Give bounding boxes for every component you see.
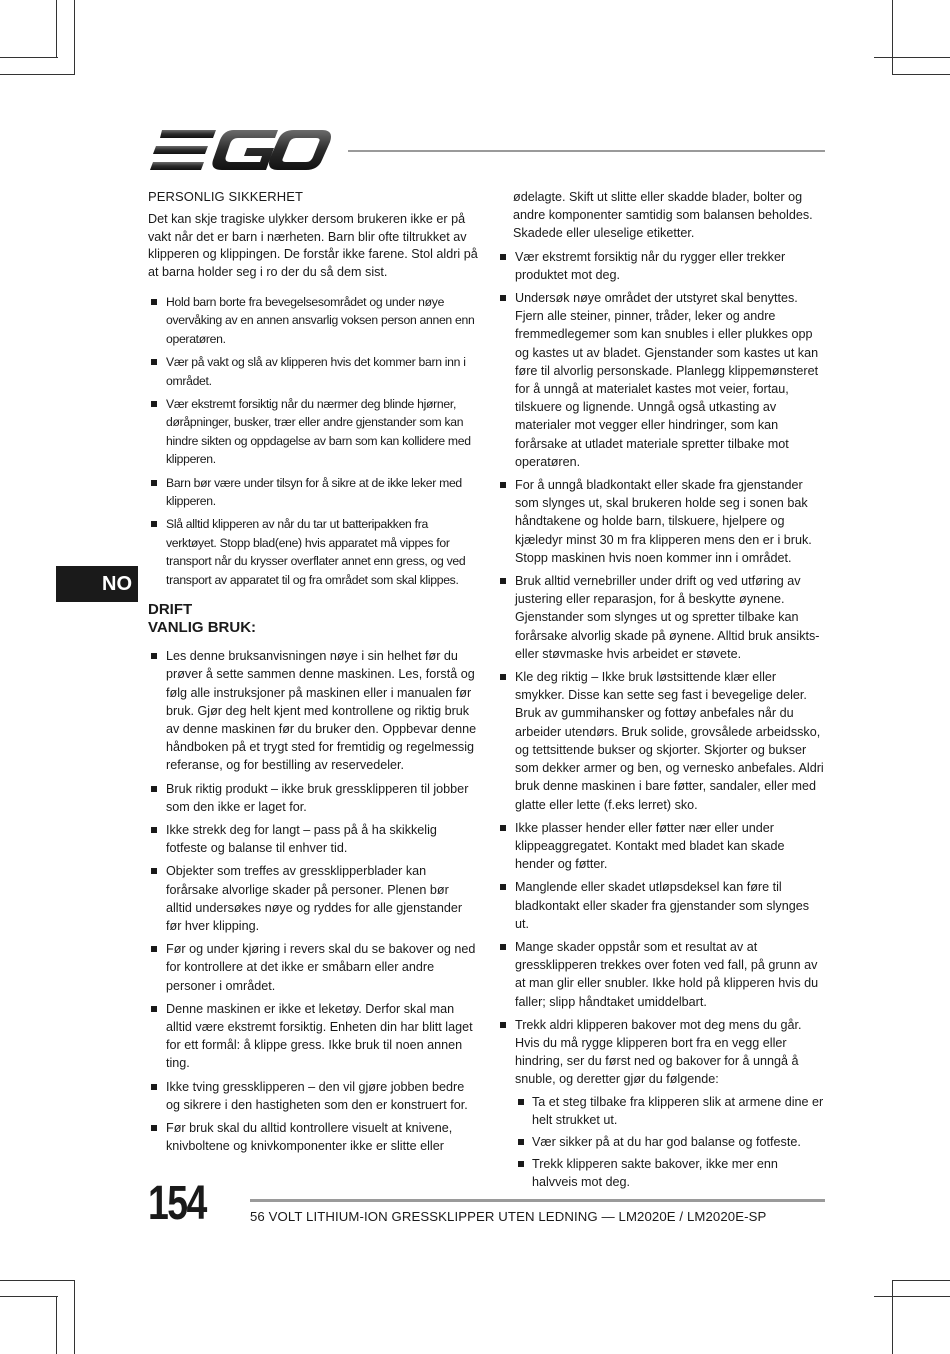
crop-mark xyxy=(0,74,75,75)
list-item xyxy=(497,476,825,567)
list-item-text: Vær ekstremt forsiktig når du rygger eller trekker produktet mot deg. xyxy=(515,249,786,282)
backing-steps-list xyxy=(515,1093,825,1192)
continued-text: ødelagte. Skift ut slitte eller skadde blader, bolter og andre komponenter samtidig som balansen beholdes. Skadede eller uleselige etiketter. xyxy=(513,190,813,241)
bullet-icon xyxy=(151,401,157,407)
operation-list xyxy=(148,647,478,1155)
sub-list-item xyxy=(515,1155,825,1191)
operation-heading xyxy=(148,601,478,637)
operation-title: DRIFT xyxy=(148,601,193,619)
list-item-text: For å unngå bladkontakt eller skade fra gjenstander som slynges ut, skal brukeren holde seg i sonen bak håndtakene og holde barn, tilskuere, hjelpere og kjæledyr minst 30 m fra klipperen mens den er i bruk. Stopp maskinen hvis noen kommer inn i området. xyxy=(515,478,812,565)
bullet-icon xyxy=(500,884,506,890)
list-item-text: Ikke strekk deg for langt – pass på å ha skikkelig fotfeste og balanse til enhver tid. xyxy=(166,822,437,856)
list-item xyxy=(148,821,478,857)
list-item xyxy=(148,515,478,589)
list-item-text: Slå alltid klipperen av når du tar ut batteripakken fra verktøyet. Stopp blad(ene) hvis apparatet må vippes for transport når du krysser overflater annet enn gress, og ved transport av apparatet til og fra området som skal klippes. xyxy=(166,517,466,587)
list-item-text: Barn bør være under tilsyn for å sikre at de ikke leker med klipperen. xyxy=(166,475,462,509)
list-item-text: Vær ekstremt forsiktig når du nærmer deg blinde hjørner, døråpninger, busker, trær eller andre gjenstander som kan hindre sikten og oppdagelse av barn som kan kollidere med klipperen. xyxy=(166,397,471,467)
list-item-text: Før bruk skal du alltid kontrollere visuelt at knivene, knivboltene og knivkomponenter ikke er slitte eller xyxy=(166,1120,453,1154)
bullet-icon xyxy=(151,1125,157,1131)
header-rule xyxy=(348,150,825,152)
list-item-text: Denne maskinen er ikke et leketøy. Derfor skal man alltid være ekstremt forsiktig. Enheten din har blitt laget for ett formål: å klippe gress. Ikke bruk til noen annen ting. xyxy=(166,1001,473,1071)
crop-mark xyxy=(0,57,58,58)
list-item xyxy=(497,248,825,284)
bullet-icon xyxy=(151,786,157,792)
list-item xyxy=(497,819,825,874)
crop-mark xyxy=(892,1280,893,1354)
bullet-icon xyxy=(500,825,506,831)
crop-mark xyxy=(892,74,950,75)
list-item xyxy=(148,940,478,995)
list-item-text: Kle deg riktig – Ikke bruk løstsittende klær eller smykker. Disse kan sette seg fast i bevegelige deler. Bruk av gummihansker og fottøy anbefales når du arbeider utendørs. Bruk solide, grovsålede arbeidssko, og tettsittende bukser og skjorter. Skjorter og bukser som dekker armer og ben, og vernesko anbefales. Aldri bruk denne maskinen i bare føtter, sandaler, eller med glatte eller lette (f.eks lerret) sko. xyxy=(515,670,824,812)
list-item xyxy=(148,1000,478,1073)
list-item-text: Undersøk nøye området der utstyret skal benyttes. Fjern alle steiner, pinner, tråder, leker og andre fremmedlegemer som kan snubles i eller plukkes opp og kastes ut av bladet. Gjenstander som kastes ut kan føre til alvorlig personskade. Planlegg klippemønsteret for å unngå at materialet kastes mot veier, fortau, tilskuere og lignende. Unngå også utkasting av materialer mot vegger eller hindringer, som kan forårsake at utladet materiale spretter tilbake mot operatøren. xyxy=(515,291,819,469)
list-item-text: Trekk aldri klipperen bakover mot deg mens du går. Hvis du må rygge klipperen bort fra en vegg eller hindring, ser du først ned og bakover for å unngå å snuble, og deretter gjør du følgende: xyxy=(515,1017,802,1087)
list-item-text: Trekk klipperen sakte bakover, ikke mer enn halvveis mot deg. xyxy=(532,1157,778,1190)
footer-rule xyxy=(250,1199,825,1202)
bullet-icon xyxy=(500,295,506,301)
bullet-icon xyxy=(151,653,157,659)
footer-title: 56 VOLT LITHIUM-ION GRESSKLIPPER UTEN LEDNING — LM2020E / LM2020E-SP xyxy=(250,1209,767,1224)
bullet-icon xyxy=(151,827,157,833)
list-item-text: Bruk riktig produkt – ikke bruk gressklipperen til jobber som den ikke er laget for. xyxy=(166,781,469,814)
left-column xyxy=(148,188,478,1160)
list-item xyxy=(148,780,478,816)
bullet-icon xyxy=(151,480,157,486)
child-safety-list xyxy=(148,293,478,589)
bullet-icon xyxy=(151,868,157,874)
list-item-text: Hold barn borte fra bevegelsesområdet og under nøye overvåking av en annen ansvarlig voksen person annen enn operatøren. xyxy=(166,295,475,346)
crop-mark xyxy=(56,0,57,58)
section-title-personal-safety: PERSONLIG SIKKERHET xyxy=(148,189,304,204)
list-item xyxy=(148,293,478,348)
ego-logo xyxy=(150,130,332,172)
safety-list-continued xyxy=(497,248,825,1192)
list-item-text: Manglende eller skadet utløpsdeksel kan føre til bladkontakt eller skader fra gjenstander som slynges ut. xyxy=(515,880,810,931)
list-item-text: Les denne bruksanvisningen nøye i sin helhet før du prøver å sette sammen denne maskinen. Les, forstå og følg alle instruksjoner på maskinen eller i manualen før bruk. Gjør deg helt kjent med kontrollene og riktig bruk av denne maskinen før du bruker den. Oppbevar denne håndboken på et trygt sted for fremtidig og regelmessig referanse, og for bestilling av reservedeler. xyxy=(166,649,477,773)
right-column xyxy=(497,188,825,1197)
list-item xyxy=(497,668,825,814)
list-item xyxy=(497,878,825,933)
list-item-text: Bruk alltid vernebriller under drift og ved utføring av justering eller reparasjon, for å beskytte øynene. Gjenstander som slynges ut og spretter tilbake kan forårsake alvorlig skade på øynene. Alltid bruk ansikts- eller støvmaske hvis arbeidet er støvete. xyxy=(515,574,820,661)
list-item-text: Vær sikker på at du har god balanse og fotfeste. xyxy=(532,1134,801,1149)
bullet-icon xyxy=(500,254,506,260)
bullet-icon xyxy=(518,1099,524,1105)
list-item-text: Ikke tving gressklipperen – den vil gjøre jobben bedre og sikrere i den hastigheten som den er konstruert for. xyxy=(166,1079,468,1112)
page-number: 154 xyxy=(148,1177,206,1230)
bullet-icon xyxy=(151,946,157,952)
list-item xyxy=(148,647,478,774)
list-item xyxy=(497,1016,825,1192)
crop-mark xyxy=(874,57,950,58)
sub-list-item xyxy=(515,1133,825,1151)
list-item xyxy=(148,353,478,390)
bullet-icon xyxy=(151,299,157,305)
list-item xyxy=(497,938,825,1011)
bullet-icon xyxy=(151,1006,157,1012)
crop-mark xyxy=(74,1280,75,1354)
language-code: NO xyxy=(102,573,132,595)
bullet-icon xyxy=(151,359,157,365)
crop-mark xyxy=(892,0,893,74)
list-item xyxy=(148,1119,478,1155)
list-item-text: Ta et steg tilbake fra klipperen slik at armene dine er helt strukket ut. xyxy=(532,1094,824,1127)
list-item xyxy=(148,1078,478,1114)
crop-mark xyxy=(0,1296,58,1297)
list-item-text: Objekter som treffes av gressklipperblader kan forårsake alvorlige skader på personer. Plenen bør alltid undersøkes nøye og ryddes for alle gjenstander før hver klipping. xyxy=(166,864,463,933)
crop-mark xyxy=(74,0,75,74)
list-item xyxy=(497,289,825,471)
bullet-icon xyxy=(500,674,506,680)
list-item-text: Vær på vakt og slå av klipperen hvis det kommer barn inn i området. xyxy=(166,355,466,388)
crop-mark xyxy=(0,1280,75,1281)
list-item-text: Før og under kjøring i revers skal du se bakover og ned for kontrollere at det ikke er småbarn eller andre personer i området. xyxy=(166,942,476,993)
bullet-icon xyxy=(151,1084,157,1090)
bullet-icon xyxy=(500,1022,506,1028)
crop-mark xyxy=(56,1296,57,1354)
normal-use-title: VANLIG BRUK: xyxy=(148,619,257,637)
list-item-text: Ikke plasser hender eller føtter nær eller under klippeaggregatet. Kontakt med bladet kan skade hender og føtter. xyxy=(515,820,785,872)
bullet-icon xyxy=(518,1161,524,1167)
list-item xyxy=(148,474,478,511)
bullet-icon xyxy=(151,521,157,527)
language-tab xyxy=(56,566,138,602)
crop-mark xyxy=(874,1296,950,1297)
list-item-text: Mange skader oppstår som et resultat av at gressklipperen trekkes over foten ved fall, på grunn av at man glir eller snubler. Ikke hold på klipperen hvis du faller; slipp håndtaket umiddelbart. xyxy=(515,939,819,1009)
intro-paragraph: Det kan skje tragiske ulykker dersom brukeren ikke er på vakt når det er barn i nærheten. Barn blir ofte tiltrukket av klipperen og klippingen. De forstår ikke farene. Stol aldri på at barna holder seg i ro der du så dem sist. xyxy=(148,212,478,279)
list-item xyxy=(497,572,825,663)
crop-mark xyxy=(892,1280,950,1281)
bullet-icon xyxy=(500,578,506,584)
bullet-icon xyxy=(518,1139,524,1145)
list-item xyxy=(148,395,478,469)
bullet-icon xyxy=(500,482,506,488)
list-item xyxy=(148,862,478,935)
sub-list-item xyxy=(515,1093,825,1129)
bullet-icon xyxy=(500,944,506,950)
